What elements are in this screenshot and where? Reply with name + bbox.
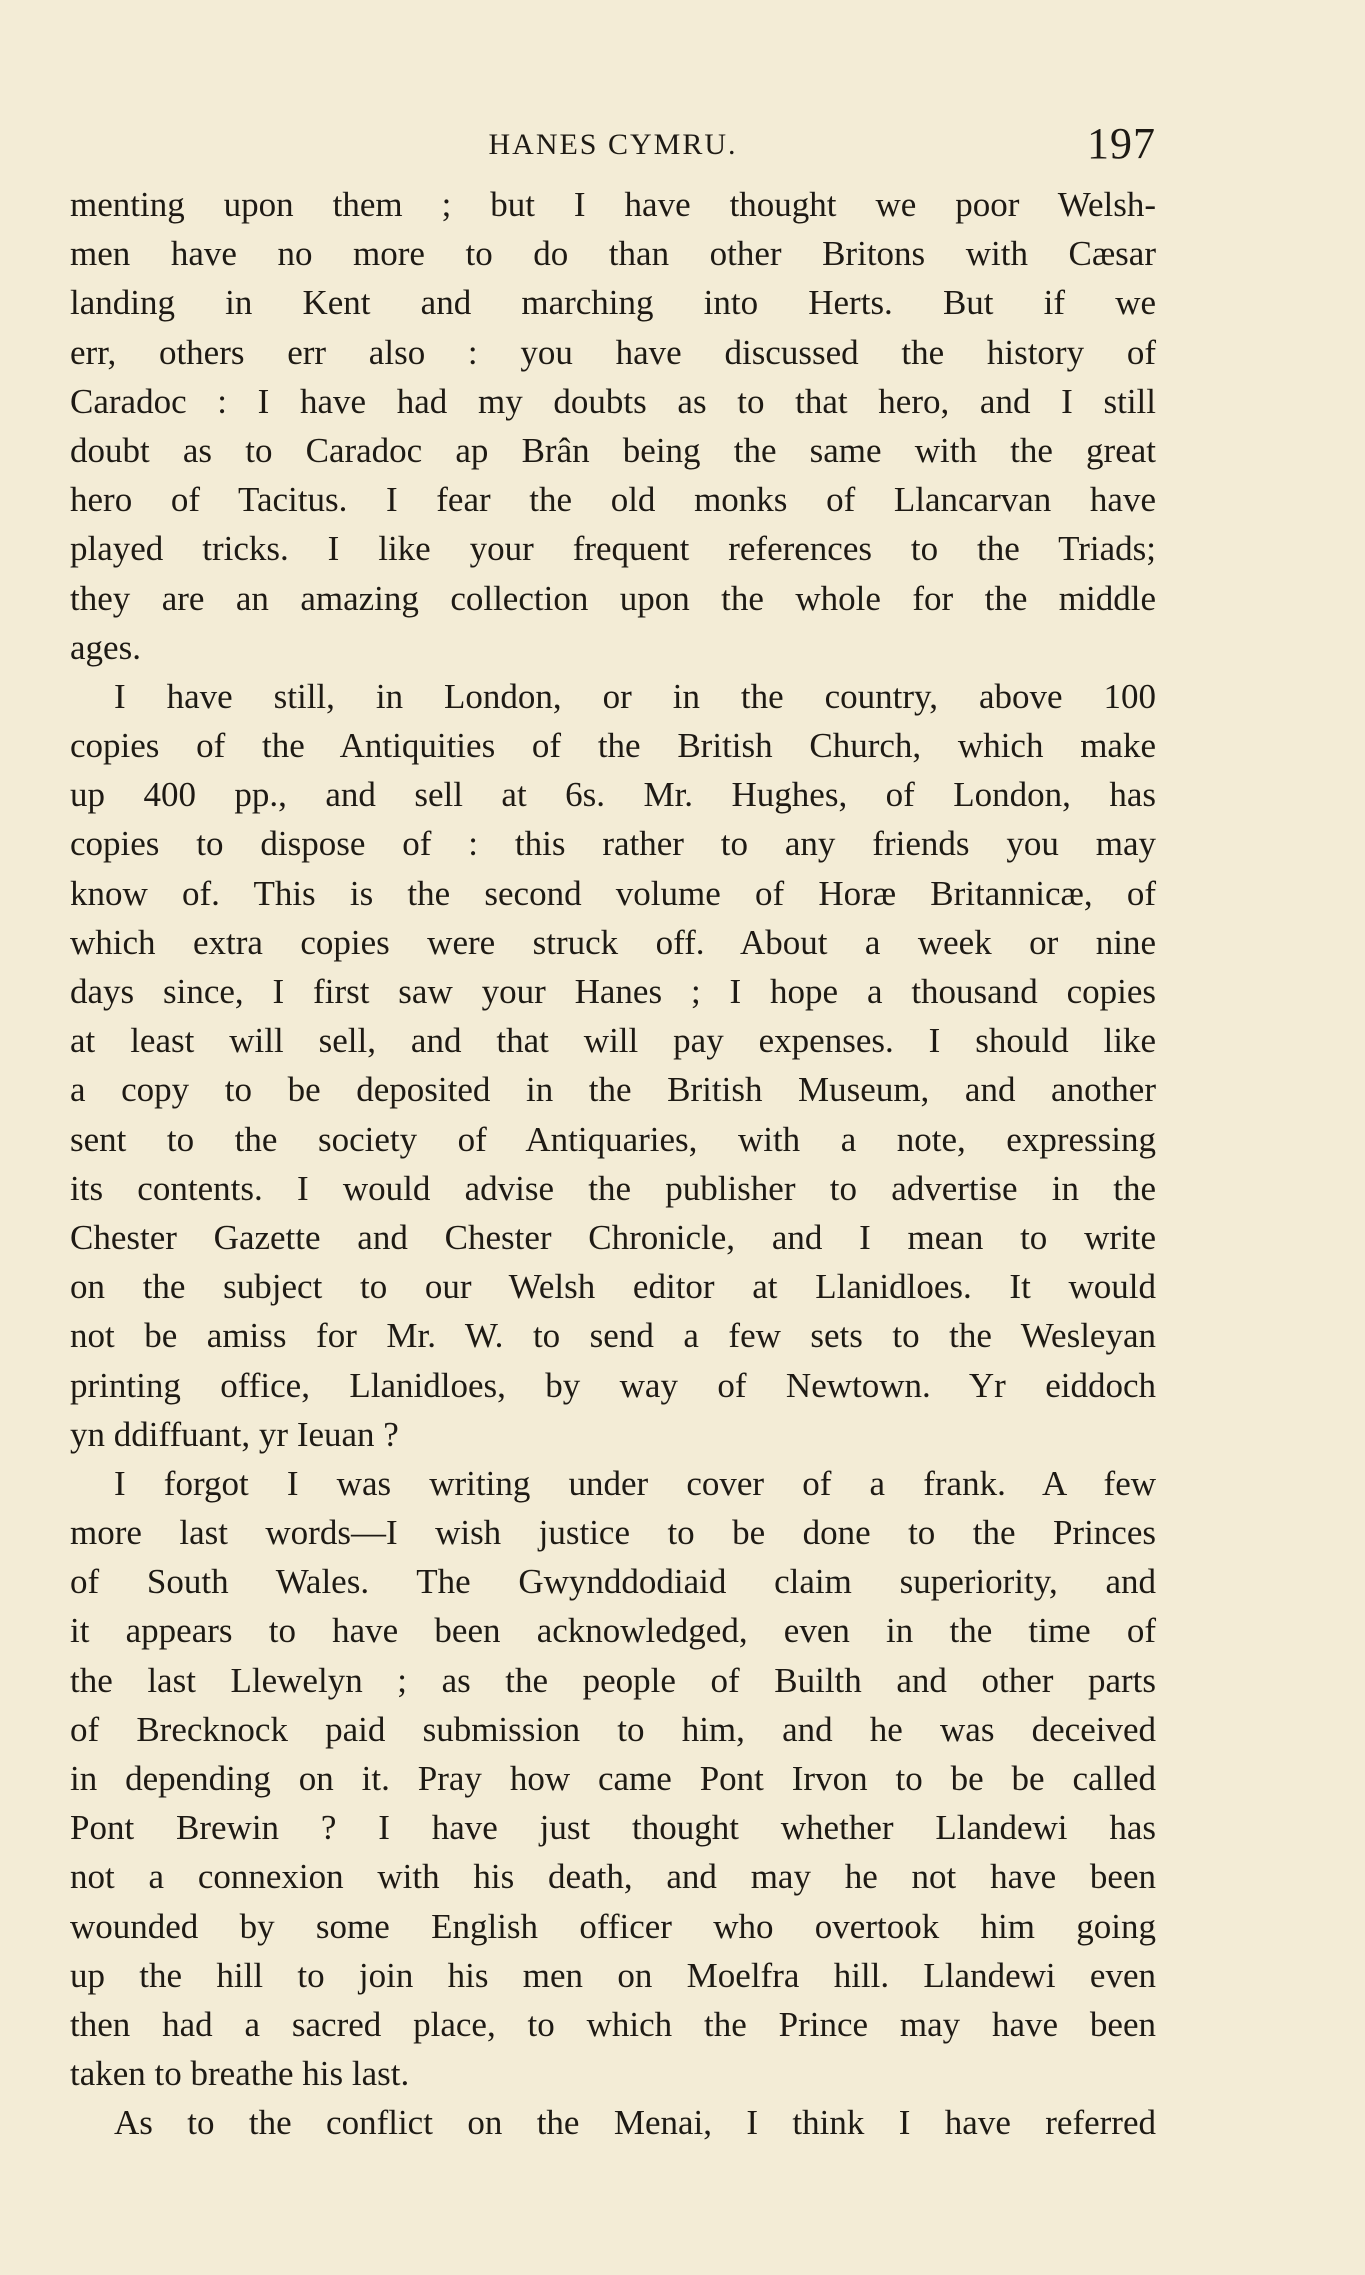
text-line: days since, I first saw your Hanes ; I hope a thousand copies (70, 972, 1156, 1011)
text-line: doubt as to Caradoc ap Brân being the same with the great (70, 430, 1156, 470)
text-line: in depending on it. Pray how came Pont Irvon to be be called (70, 1759, 1156, 1798)
text-line: Caradoc : I have had my doubts as to that hero, and I still (70, 381, 1156, 421)
page-header (70, 118, 1156, 174)
text-line: not be amiss for Mr. W. to send a few sets to the Wesleyan (70, 1316, 1156, 1356)
text-line: up the hill to join his men on Moelfra hill. Llandewi even (70, 1955, 1156, 1995)
text-line: hero of Tacitus. I fear the old monks of Llancarvan have (70, 480, 1156, 520)
text-line: know of. This is the second volume of Horæ Britannicæ, of (70, 873, 1156, 913)
text-line: menting upon them ; but I have thought we poor Welsh- (70, 185, 1156, 224)
body-text (70, 180, 1156, 2148)
text-line: wounded by some English officer who overtook him going (70, 1906, 1156, 1946)
text-line: on the subject to our Welsh editor at Llanidloes. It would (70, 1267, 1156, 1307)
text-line: they are an amazing collection upon the whole for the middle (70, 578, 1156, 618)
text-line: printing office, Llanidloes, by way of Newtown. Yr eiddoch (70, 1365, 1156, 1405)
text-line: up 400 pp., and sell at 6s. Mr. Hughes, of London, has (70, 775, 1156, 815)
text-line: err, others err also : you have discussed the history of (70, 332, 1156, 372)
text-line: the last Llewelyn ; as the people of Builth and other parts (70, 1660, 1156, 1700)
text-line: copies of the Antiquities of the British Church, which make (70, 726, 1156, 766)
text-line: it appears to have been acknowledged, even in the time of (70, 1611, 1156, 1651)
text-line: of South Wales. The Gwynddodiaid claim superiority, and (70, 1562, 1156, 1602)
text-line: which extra copies were struck off. About a week or nine (70, 922, 1156, 962)
text-line: played tricks. I like your frequent references to the Triads; (70, 529, 1156, 569)
page-number: 197 (1087, 119, 1156, 168)
paragraph-first-line: I have still, in London, or in the country, above 100 (114, 676, 1156, 716)
text-line: yn ddiffuant, yr Ieuan ? (70, 1414, 399, 1454)
text-line: at least will sell, and that will pay expenses. I should like (70, 1021, 1156, 1061)
text-line: not a connexion with his death, and may he not have been (70, 1857, 1156, 1897)
text-line: taken to breathe his last. (70, 2054, 410, 2094)
text-line: Chester Gazette and Chester Chronicle, and I mean to write (70, 1217, 1156, 1257)
text-line: ages. (70, 627, 141, 667)
text-line: Pont Brewin ? I have just thought whether Llandewi has (70, 1808, 1156, 1848)
text-line: a copy to be deposited in the British Museum, and another (70, 1070, 1156, 1110)
text-line: more last words—I wish justice to be done to the Princes (70, 1513, 1156, 1553)
text-line: landing in Kent and marching into Herts. But if we (70, 283, 1156, 323)
running-title: HANES CYMRU. (488, 128, 738, 161)
paragraph-first-line: As to the conflict on the Menai, I think I have referred (114, 2103, 1156, 2143)
text-line: of Brecknock paid submission to him, and he was deceived (70, 1709, 1156, 1749)
text-line: its contents. I would advise the publisher to advertise in the (70, 1168, 1156, 1208)
text-line: sent to the society of Antiquaries, with a note, expressing (70, 1119, 1156, 1159)
text-line: copies to dispose of : this rather to any friends you may (70, 824, 1156, 864)
text-line: then had a sacred place, to which the Prince may have been (70, 2004, 1156, 2044)
text-line: men have no more to do than other Britons with Cæsar (70, 234, 1156, 274)
paragraph-first-line: I forgot I was writing under cover of a frank. A few (114, 1463, 1156, 1503)
